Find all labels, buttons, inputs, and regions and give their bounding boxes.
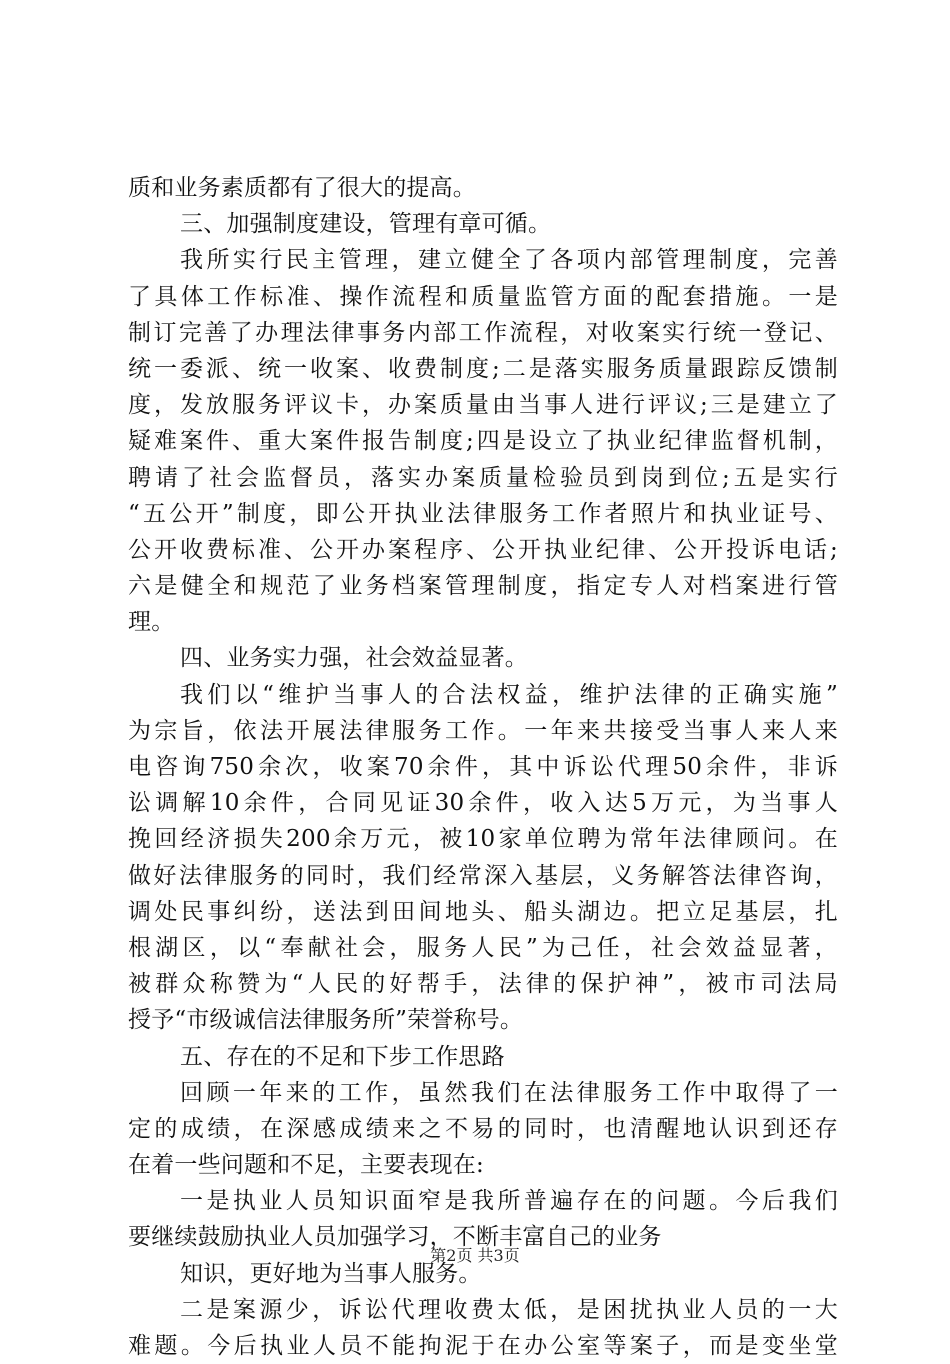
text-line: 了具体工作标准、操作流程和质量监管方面的配套措施。一是	[128, 283, 838, 310]
text-line: 我所实行民主管理，建立健全了各项内部管理制度，完善	[180, 247, 838, 274]
text-line: 质和业务素质都有了很大的提高。	[128, 175, 476, 201]
text-line: 公开收费标准、公开办案程序、公开执业纪律、公开投诉电话;	[128, 536, 838, 563]
text-line: 三、加强制度建设，管理有章可循。	[180, 211, 552, 238]
text-line: 制订完善了办理法律事务内部工作流程，对收案实行统一登记、	[128, 319, 838, 346]
text-line: 讼调解10余件，合同见证30余件，收入达5万元，为当事人	[128, 790, 838, 817]
page-footer: 第2页 共3页	[430, 1246, 520, 1265]
document-body	[128, 170, 838, 1364]
text-line: 授予“市级诚信法律服务所”荣誉称号。	[128, 1007, 524, 1034]
text-line: 一是执业人员知识面窄是我所普遍存在的问题。今后我们	[180, 1188, 838, 1215]
text-line: 度，发放服务评议卡，办案质量由当事人进行评议;三是建立了	[128, 392, 838, 419]
text-line: 要继续鼓励执业人员加强学习，不断丰富自己的业务	[128, 1224, 662, 1251]
text-line: “五公开”制度，即公开执业法律服务工作者照片和执业证号、	[128, 500, 838, 527]
text-line: 六是健全和规范了业务档案管理制度，指定专人对档案进行管	[128, 573, 838, 600]
text-line: 回顾一年来的工作，虽然我们在法律服务工作中取得了一	[180, 1079, 838, 1106]
text-line: 被群众称赞为“人民的好帮手，法律的保护神”，被市司法局	[128, 971, 838, 998]
text-line: 统一委派、统一收案、收费制度;二是落实服务质量跟踪反馈制	[128, 355, 838, 382]
text-line: 知识，更好地为当事人服务。	[180, 1260, 482, 1287]
text-line: 电咨询750余次，收案70余件，其中诉讼代理50余件，非诉	[128, 754, 838, 780]
text-line: 五、存在的不足和下步工作思路	[180, 1043, 505, 1070]
text-line: 根湖区，以“奉献社会，服务人民”为己任，社会效益显著，	[128, 934, 838, 961]
text-line: 二是案源少，诉讼代理收费太低，是困扰执业人员的一大	[180, 1296, 838, 1323]
text-line: 我们以“维护当事人的合法权益，维护法律的正确实施”	[180, 681, 838, 708]
text-line: 在着一些问题和不足，主要表现在:	[128, 1152, 484, 1179]
text-line: 四、业务实力强，社会效益显著。	[180, 645, 528, 672]
text-line: 为宗旨，依法开展法律服务工作。一年来共接受当事人来人来	[128, 717, 838, 744]
text-line: 难题。今后执业人员不能拘泥于在办公室等案子，而是变坐堂	[128, 1333, 838, 1359]
text-line: 做好法律服务的同时，我们经常深入基层，义务解答法律咨询，	[128, 862, 838, 889]
text-line: 调处民事纠纷，送法到田间地头、船头湖边。把立足基层，扎	[128, 898, 838, 925]
text-line: 定的成绩，在深感成绩来之不易的同时，也清醒地认识到还存	[128, 1115, 838, 1142]
text-line: 聘请了社会监督员，落实办案质量检验员到岗到位;五是实行	[128, 464, 838, 491]
text-line: 理。	[128, 609, 175, 636]
text-line: 挽回经济损失200余万元，被10家单位聘为常年法律顾问。在	[128, 826, 838, 853]
text-line: 疑难案件、重大案件报告制度;四是设立了执业纪律监督机制，	[128, 428, 838, 455]
